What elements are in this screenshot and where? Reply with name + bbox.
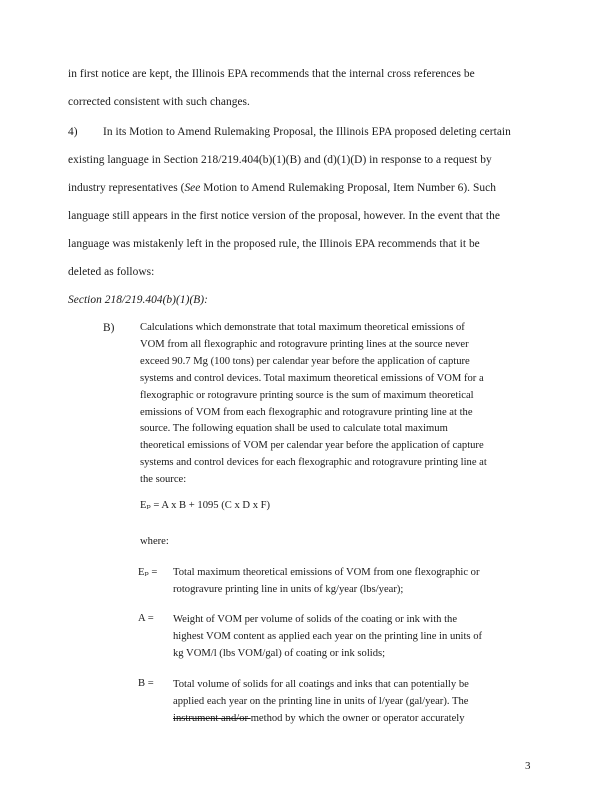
subsection-line: emissions of VOM from each flexographic and rotogravure printing line at the bbox=[140, 406, 473, 418]
item4-line-1: In its Motion to Amend Rulemaking Proposal, the Illinois EPA proposed deleting certain bbox=[103, 126, 511, 138]
definition-a bbox=[173, 612, 482, 663]
subsection-line: systems and control devices for each flexographic and rotogravure printing line at bbox=[140, 457, 487, 469]
definition-b bbox=[173, 677, 469, 728]
see-citation: See bbox=[184, 182, 201, 194]
subsection-line: the source: bbox=[140, 474, 187, 486]
definition-line-rest: method by which the owner or operator accurately bbox=[250, 712, 465, 724]
item4-line-4: language still appears in the first notice version of the proposal, however. In the event that the bbox=[68, 210, 500, 222]
item4-line-3-prefix: industry representatives ( bbox=[68, 182, 185, 194]
subsection-line: source. The following equation shall be used to calculate total maximum bbox=[140, 423, 448, 435]
definition-line: kg VOM/l (lbs VOM/gal) of coating or ink solids; bbox=[173, 647, 386, 659]
struck-text: instrument and/or bbox=[173, 712, 251, 724]
definition-term-ep: Eₚ = bbox=[138, 567, 158, 578]
definition-line bbox=[173, 711, 469, 728]
subsection-line: theoretical emissions of VOM per calendar year before the application of capture bbox=[140, 440, 484, 452]
definition-term-a: A = bbox=[138, 613, 154, 624]
subsection-line: Calculations which demonstrate that total maximum theoretical emissions of bbox=[140, 322, 465, 333]
page-number: 3 bbox=[525, 760, 531, 772]
where-label: where: bbox=[140, 536, 169, 547]
equation: Eₚ = A x B + 1095 (C x D x F) bbox=[140, 500, 271, 511]
intro-line-1: in first notice are kept, the Illinois EPA recommends that the internal cross references be bbox=[68, 68, 475, 80]
intro-line-2: corrected consistent with such changes. bbox=[68, 96, 250, 108]
section-heading: Section 218/219.404(b)(1)(B): bbox=[68, 294, 208, 306]
definition-line: rotogravure printing line in units of kg/year (lbs/year); bbox=[173, 583, 404, 595]
definition-term-b: B = bbox=[138, 678, 154, 689]
subsection-line: VOM from all flexographic and rotogravure printing lines at the source never bbox=[140, 338, 469, 350]
definition-line: Weight of VOM per volume of solids of the coating or ink with the bbox=[173, 614, 458, 625]
definition-line: Total maximum theoretical emissions of VOM from one flexographic or bbox=[173, 567, 480, 578]
subsection-label: B) bbox=[103, 322, 115, 334]
item4-line-5: language was mistakenly left in the proposed rule, the Illinois EPA recommends that it be bbox=[68, 238, 480, 250]
definition-ep bbox=[173, 565, 480, 599]
subsection-line: systems and control devices. Total maximum theoretical emissions of VOM for a bbox=[140, 372, 484, 384]
item4-line-3-suffix: Motion to Amend Rulemaking Proposal, Item Number 6). Such bbox=[200, 182, 496, 194]
item4-line-6: deleted as follows: bbox=[68, 266, 155, 278]
definition-line: Total volume of solids for all coatings and inks that can potentially be bbox=[173, 679, 469, 690]
subsection-line: exceed 90.7 Mg (100 tons) per calendar year before the application of capture bbox=[140, 355, 470, 367]
subsection-line: flexographic or rotogravure printing source is the sum of maximum theoretical bbox=[140, 389, 474, 401]
subsection-b-text bbox=[140, 320, 487, 489]
item4-line-2: existing language in Section 218/219.404(b)(1)(B) and (d)(1)(D) in response to a request by bbox=[68, 154, 492, 166]
item4-line-3 bbox=[68, 182, 496, 194]
item-number: 4) bbox=[68, 126, 78, 138]
definition-line: applied each year on the printing line in units of l/year (gal/year). The bbox=[173, 695, 469, 707]
definition-line: highest VOM content as applied each year on the printing line in units of bbox=[173, 630, 483, 642]
